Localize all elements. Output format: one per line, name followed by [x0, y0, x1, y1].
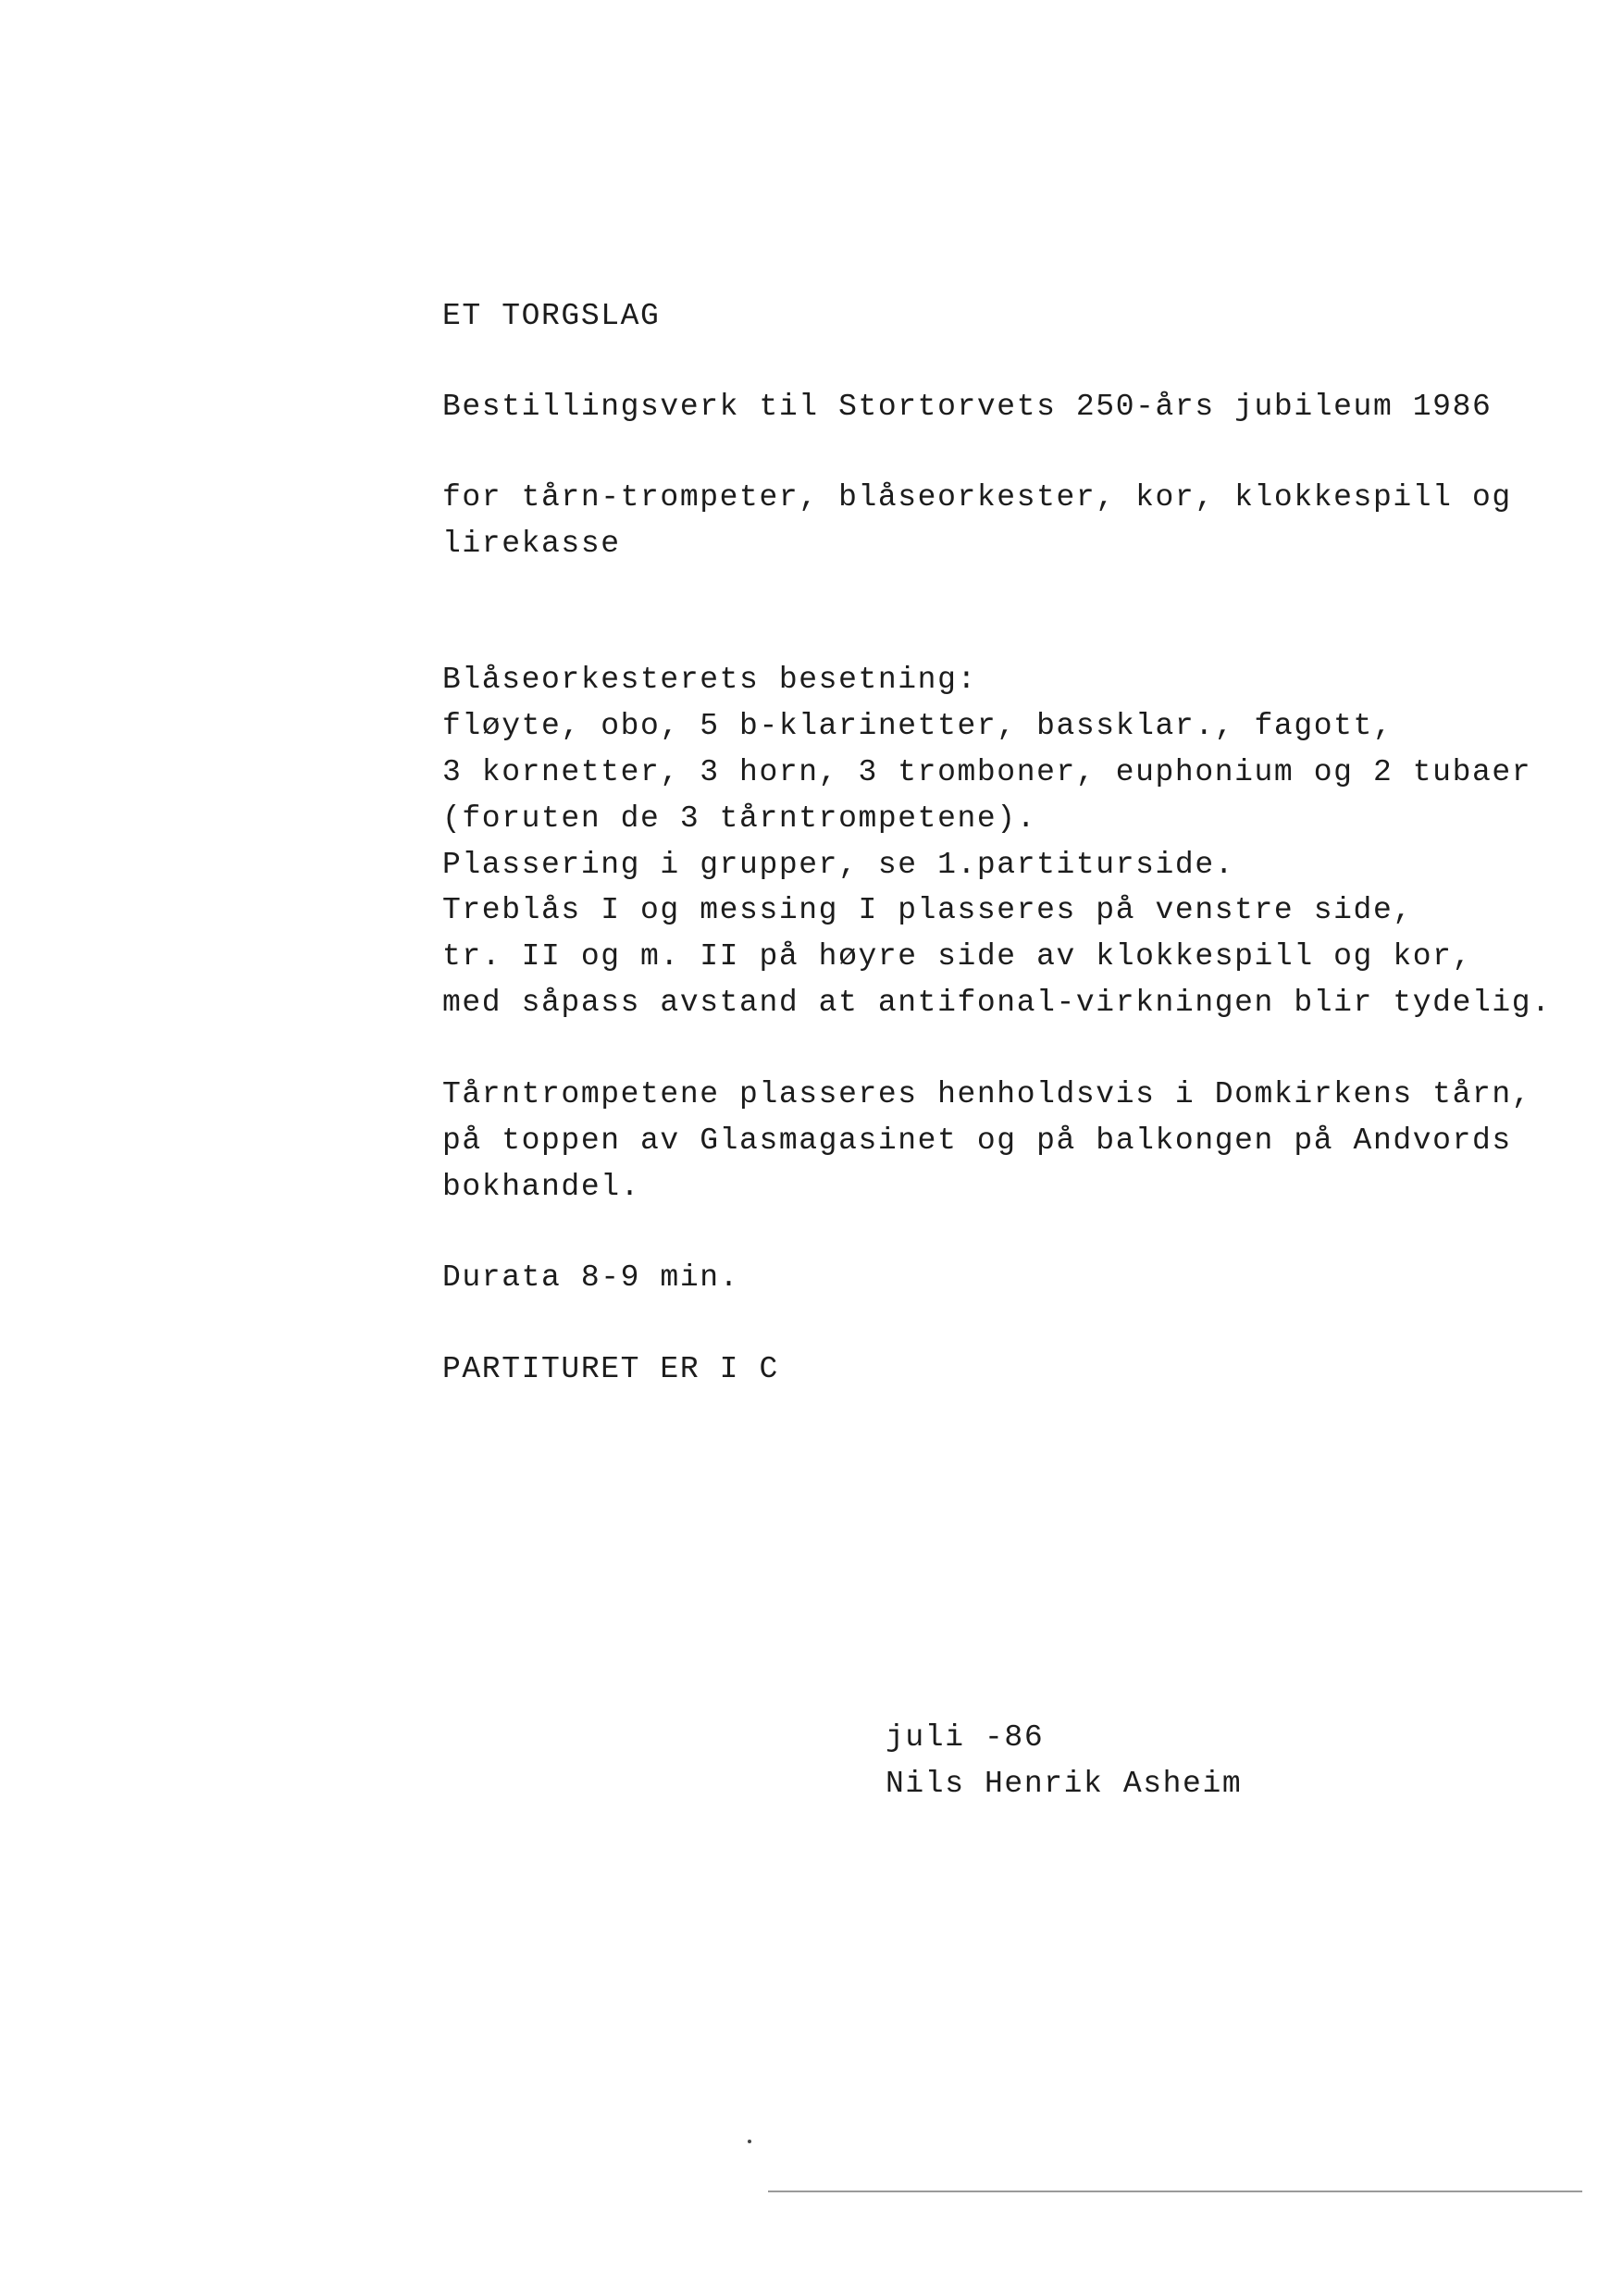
instrumentation-line: med såpass avstand at antifonal-virkningen blir tydelig. — [442, 986, 1552, 1020]
instrumentation-line: Treblås I og messing I plasseres på venstre side, — [442, 893, 1413, 927]
scoring-line-1: for tårn-trompeter, blåseorkester, kor, klokkespill og — [442, 480, 1512, 515]
instrumentation-line: (foruten de 3 tårntrompetene). — [442, 801, 1037, 836]
scan-speck — [748, 2140, 751, 2143]
instrumentation-heading: Blåseorkesterets besetning: — [442, 663, 977, 697]
tower-trumpets-line: bokhandel. — [442, 1170, 641, 1204]
author: Nils Henrik Asheim — [886, 1767, 1243, 1801]
tower-trumpets-line: Tårntrompetene plasseres henholdsvis i Domkirkens tårn, — [442, 1077, 1532, 1111]
instrumentation-line: Plassering i grupper, se 1.partiturside. — [442, 848, 1235, 882]
tower-trumpets-line: på toppen av Glasmagasinet og på balkongen på Andvords — [442, 1123, 1512, 1158]
instrumentation-line: fløyte, obo, 5 b-klarinetter, bassklar., fagott, — [442, 709, 1394, 743]
bottom-rule — [768, 2191, 1582, 2192]
instrumentation-line: 3 kornetter, 3 horn, 3 tromboner, euphonium og 2 tubaer — [442, 755, 1532, 789]
scoring-line-2: lirekasse — [442, 527, 621, 561]
instrumentation-line: tr. II og m. II på høyre side av klokkespill og kor, — [442, 939, 1472, 974]
date: juli -86 — [886, 1720, 1045, 1755]
duration: Durata 8-9 min. — [442, 1260, 740, 1295]
document-subtitle: Bestillingsverk til Stortorvets 250-års jubileum 1986 — [442, 390, 1493, 424]
score-note: PARTITURET ER I C — [442, 1352, 779, 1386]
document-title: ET TORGSLAG — [442, 299, 661, 333]
